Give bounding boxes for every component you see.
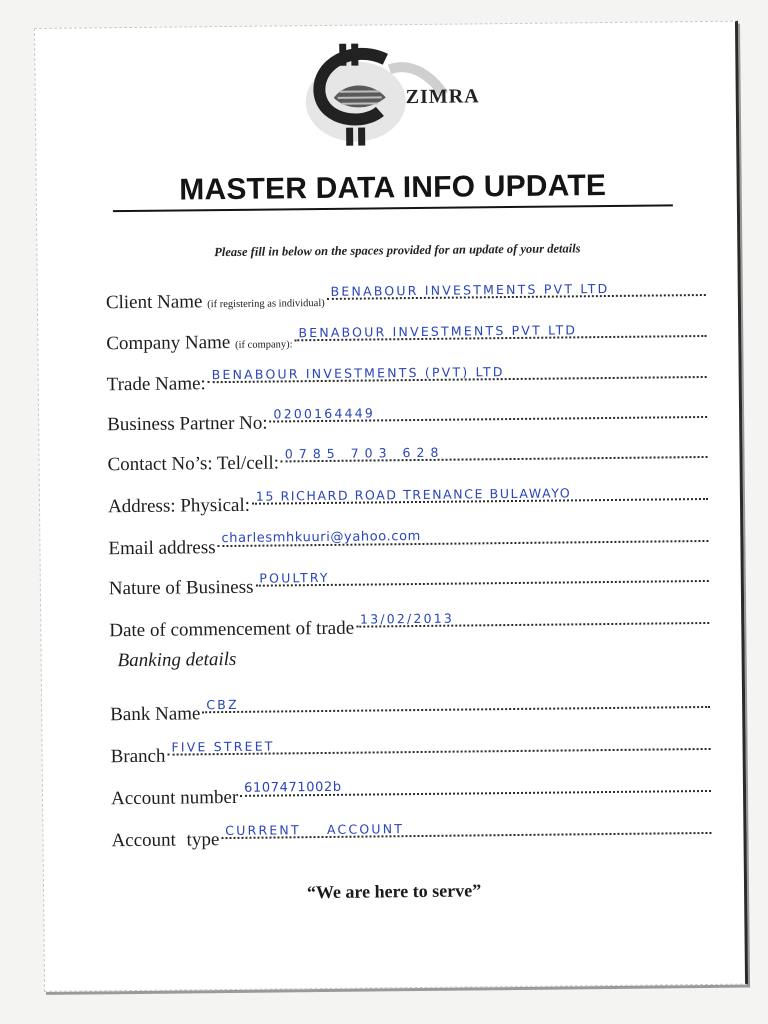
- field-account-number: Account number 6107471002b: [111, 770, 711, 804]
- banking-heading: Banking details: [117, 648, 237, 672]
- email-input[interactable]: charlesmhkuuri@yahoo.com: [217, 520, 708, 553]
- logo-text: ZIMRA: [405, 85, 480, 109]
- motto: “We are here to serve”: [306, 880, 482, 903]
- bank-name-input[interactable]: CBZ: [202, 686, 710, 719]
- field-contact-no: Contact No’s: Tel/cell: 0785 703 628: [107, 436, 707, 470]
- address-input[interactable]: 15 RICHARD ROAD TRENANCE BULAWAYO: [252, 478, 708, 511]
- field-bank-name: Bank Name CBZ: [110, 686, 710, 720]
- field-client-name: Client Name (if registering as individual) BENABOUR INVESTMENTS PVT LTD: [106, 274, 706, 308]
- field-business-partner-no: Business Partner No: 0200164449: [107, 396, 707, 430]
- commencement-date-input[interactable]: 13/02/2013: [356, 602, 709, 634]
- branch-input[interactable]: FIVE STREET: [167, 728, 710, 762]
- company-name-input[interactable]: BENABOUR INVESTMENTS PVT LTD: [294, 315, 706, 347]
- field-trade-name: Trade Name: BENABOUR INVESTMENTS (PVT) LTD: [107, 356, 707, 390]
- field-branch: Branch FIVE STREET: [110, 728, 710, 762]
- account-type-input[interactable]: CURRENT ACCOUNT: [221, 812, 711, 845]
- field-commencement-date: Date of commencement of trade 13/02/2013: [109, 602, 709, 636]
- contact-no-input[interactable]: 0785 703 628: [281, 436, 708, 468]
- nature-of-business-input[interactable]: POULTRY: [255, 560, 709, 593]
- field-nature-of-business: Nature of Business POULTRY: [109, 560, 709, 594]
- client-name-input[interactable]: BENABOUR INVESTMENTS PVT LTD: [326, 274, 705, 306]
- field-address: Address: Physical: 15 RICHARD ROAD TRENANCE BULAWAYO: [108, 478, 708, 512]
- business-partner-no-input[interactable]: 0200164449: [269, 396, 707, 429]
- form-instruction: Please fill in below on the spaces provided for an update of your details: [214, 241, 581, 260]
- field-email: Email address charlesmhkuuri@yahoo.com: [108, 520, 708, 554]
- account-number-input[interactable]: 6107471002b: [240, 770, 711, 803]
- field-account-type: Account type CURRENT ACCOUNT: [111, 812, 711, 846]
- field-company-name: Company Name (if company): BENABOUR INVESTMENTS PVT LTD: [106, 315, 706, 349]
- form-title: MASTER DATA INFO UPDATE: [113, 168, 673, 212]
- form-sheet: [34, 21, 748, 992]
- trade-name-input[interactable]: BENABOUR INVESTMENTS (PVT) LTD: [208, 356, 707, 389]
